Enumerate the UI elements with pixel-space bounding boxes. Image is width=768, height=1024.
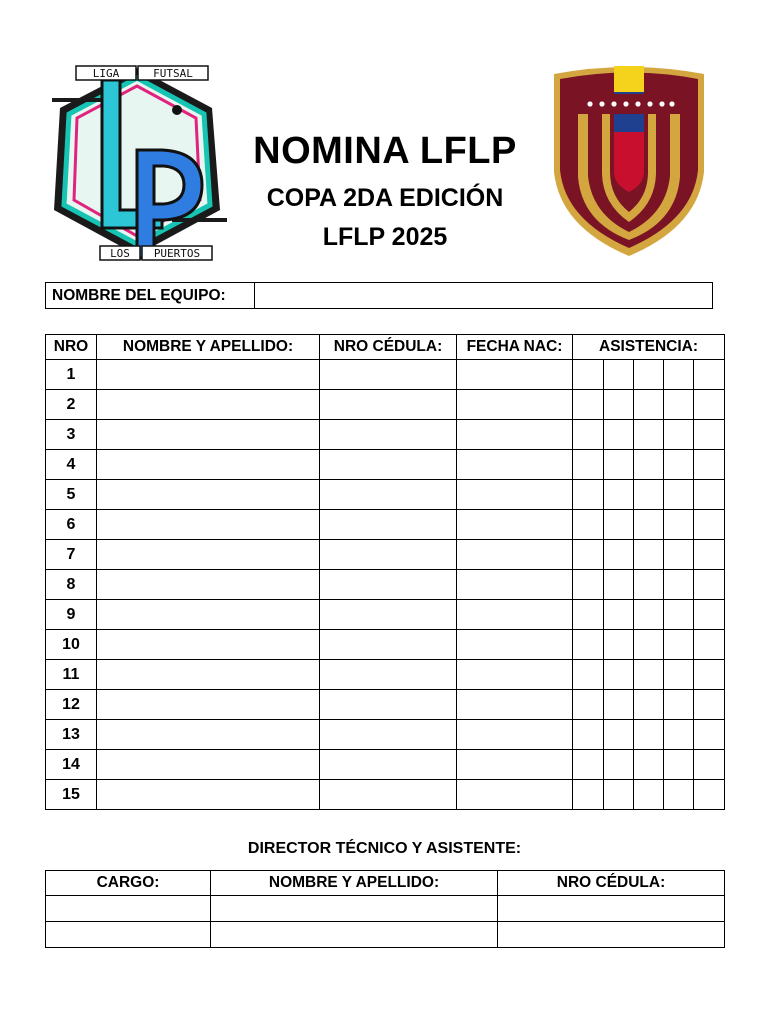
attendance-cell[interactable] <box>694 570 725 600</box>
attendance-cell[interactable] <box>694 720 725 750</box>
attendance-cell[interactable] <box>604 720 634 750</box>
attendance-cell[interactable] <box>694 540 725 570</box>
attendance-cell[interactable] <box>604 360 634 390</box>
attendance-cell[interactable] <box>604 690 634 720</box>
attendance-cell[interactable] <box>604 780 634 810</box>
player-dob-cell[interactable] <box>457 480 573 510</box>
player-dob-cell[interactable] <box>457 360 573 390</box>
attendance-cell[interactable] <box>664 600 694 630</box>
page-subtitle: COPA 2DA EDICIÓN <box>266 184 504 212</box>
attendance-cell[interactable] <box>634 510 664 540</box>
attendance-cell[interactable] <box>573 360 604 390</box>
team-name-field[interactable] <box>255 283 713 309</box>
player-dob-cell[interactable] <box>457 390 573 420</box>
attendance-cell[interactable] <box>604 510 634 540</box>
staff-table <box>45 870 725 948</box>
attendance-cell[interactable] <box>634 690 664 720</box>
roster-row <box>46 450 725 480</box>
player-id-cell[interactable] <box>320 720 457 750</box>
player-dob-cell[interactable] <box>457 420 573 450</box>
player-name-cell[interactable] <box>97 510 320 540</box>
row-number: 10 <box>46 630 97 660</box>
player-name-cell[interactable] <box>97 480 320 510</box>
attendance-cell[interactable] <box>573 780 604 810</box>
attendance-cell[interactable] <box>694 690 725 720</box>
player-id-cell[interactable] <box>320 420 457 450</box>
attendance-cell[interactable] <box>634 480 664 510</box>
logo-text-liga: LIGA <box>92 67 120 80</box>
player-id-cell[interactable] <box>320 540 457 570</box>
player-dob-cell[interactable] <box>457 720 573 750</box>
attendance-cell[interactable] <box>604 600 634 630</box>
attendance-cell[interactable] <box>634 780 664 810</box>
attendance-cell[interactable] <box>634 360 664 390</box>
attendance-cell[interactable] <box>664 420 694 450</box>
attendance-cell[interactable] <box>604 480 634 510</box>
player-name-cell[interactable] <box>97 390 320 420</box>
roster-row <box>46 420 725 450</box>
row-number: 15 <box>46 780 97 810</box>
attendance-cell[interactable] <box>634 750 664 780</box>
col-name-header: NOMBRE Y APELLIDO: <box>97 335 320 360</box>
player-name-cell[interactable] <box>97 540 320 570</box>
player-name-cell[interactable] <box>97 780 320 810</box>
page-title: NOMINA LFLP <box>253 130 517 172</box>
roster-row <box>46 720 725 750</box>
player-dob-cell[interactable] <box>457 750 573 780</box>
attendance-cell[interactable] <box>573 390 604 420</box>
staff-name-cell[interactable] <box>211 922 498 948</box>
staff-id-header: NRO CÉDULA: <box>498 871 725 896</box>
attendance-cell[interactable] <box>573 570 604 600</box>
attendance-cell[interactable] <box>664 780 694 810</box>
staff-id-cell[interactable] <box>498 922 725 948</box>
player-name-cell[interactable] <box>97 630 320 660</box>
attendance-cell[interactable] <box>604 390 634 420</box>
roster-row <box>46 510 725 540</box>
attendance-cell[interactable] <box>634 600 664 630</box>
attendance-cell[interactable] <box>694 480 725 510</box>
roster-row <box>46 480 725 510</box>
player-dob-cell[interactable] <box>457 570 573 600</box>
player-dob-cell[interactable] <box>457 630 573 660</box>
player-id-cell[interactable] <box>320 450 457 480</box>
player-id-cell[interactable] <box>320 630 457 660</box>
attendance-cell[interactable] <box>664 390 694 420</box>
attendance-cell[interactable] <box>573 510 604 540</box>
player-id-cell[interactable] <box>320 390 457 420</box>
player-dob-cell[interactable] <box>457 510 573 540</box>
attendance-cell[interactable] <box>573 750 604 780</box>
attendance-cell[interactable] <box>634 720 664 750</box>
player-dob-cell[interactable] <box>457 450 573 480</box>
staff-row <box>46 896 725 922</box>
row-number: 2 <box>46 390 97 420</box>
player-name-cell[interactable] <box>97 720 320 750</box>
player-name-cell[interactable] <box>97 360 320 390</box>
team-name-label: NOMBRE DEL EQUIPO: <box>46 283 255 309</box>
attendance-cell[interactable] <box>634 420 664 450</box>
attendance-cell[interactable] <box>664 720 694 750</box>
roster-header-row <box>46 335 725 360</box>
staff-id-cell[interactable] <box>498 896 725 922</box>
attendance-cell[interactable] <box>604 540 634 570</box>
attendance-cell[interactable] <box>573 540 604 570</box>
row-number: 14 <box>46 750 97 780</box>
roster-row <box>46 690 725 720</box>
staff-role-header: CARGO: <box>46 871 211 896</box>
row-number: 12 <box>46 690 97 720</box>
attendance-cell[interactable] <box>664 450 694 480</box>
attendance-cell[interactable] <box>694 510 725 540</box>
attendance-cell[interactable] <box>604 420 634 450</box>
row-number: 11 <box>46 660 97 690</box>
attendance-cell[interactable] <box>664 630 694 660</box>
staff-role-cell[interactable] <box>46 896 211 922</box>
row-number: 6 <box>46 510 97 540</box>
attendance-cell[interactable] <box>634 540 664 570</box>
player-id-cell[interactable] <box>320 690 457 720</box>
attendance-cell[interactable] <box>604 570 634 600</box>
player-id-cell[interactable] <box>320 780 457 810</box>
attendance-cell[interactable] <box>694 630 725 660</box>
attendance-cell[interactable] <box>694 780 725 810</box>
roster-row <box>46 750 725 780</box>
row-number: 1 <box>46 360 97 390</box>
staff-role-cell[interactable] <box>46 922 211 948</box>
attendance-cell[interactable] <box>604 630 634 660</box>
col-id-header: NRO CÉDULA: <box>320 335 457 360</box>
player-id-cell[interactable] <box>320 660 457 690</box>
player-name-cell[interactable] <box>97 750 320 780</box>
logo-text-puertos: PUERTOS <box>153 247 201 260</box>
attendance-cell[interactable] <box>634 660 664 690</box>
staff-name-cell[interactable] <box>211 896 498 922</box>
player-id-cell[interactable] <box>320 360 457 390</box>
player-name-cell[interactable] <box>97 600 320 630</box>
attendance-cell[interactable] <box>664 480 694 510</box>
row-number: 5 <box>46 480 97 510</box>
row-number: 8 <box>46 570 97 600</box>
team-name-table <box>45 282 713 309</box>
player-id-cell[interactable] <box>320 510 457 540</box>
attendance-cell[interactable] <box>604 750 634 780</box>
attendance-cell[interactable] <box>694 450 725 480</box>
player-id-cell[interactable] <box>320 750 457 780</box>
roster-row <box>46 660 725 690</box>
staff-row <box>46 922 725 948</box>
player-name-cell[interactable] <box>97 450 320 480</box>
attendance-cell[interactable] <box>664 540 694 570</box>
attendance-cell[interactable] <box>604 450 634 480</box>
roster-row <box>46 600 725 630</box>
attendance-cell[interactable] <box>664 510 694 540</box>
league-logo <box>42 60 232 265</box>
roster-row <box>46 630 725 660</box>
attendance-cell[interactable] <box>634 570 664 600</box>
row-number: 3 <box>46 420 97 450</box>
roster-row <box>46 390 725 420</box>
player-id-cell[interactable] <box>320 600 457 630</box>
attendance-cell[interactable] <box>573 600 604 630</box>
attendance-cell[interactable] <box>634 450 664 480</box>
row-number: 4 <box>46 450 97 480</box>
attendance-cell[interactable] <box>634 390 664 420</box>
attendance-cell[interactable] <box>573 480 604 510</box>
attendance-cell[interactable] <box>694 750 725 780</box>
col-attendance-header: ASISTENCIA: <box>573 335 725 360</box>
attendance-cell[interactable] <box>694 390 725 420</box>
attendance-cell[interactable] <box>664 750 694 780</box>
attendance-cell[interactable] <box>664 570 694 600</box>
attendance-cell[interactable] <box>573 690 604 720</box>
attendance-cell[interactable] <box>694 360 725 390</box>
player-dob-cell[interactable] <box>457 660 573 690</box>
roster-table <box>45 334 725 810</box>
player-name-cell[interactable] <box>97 420 320 450</box>
roster-row <box>46 360 725 390</box>
player-name-cell[interactable] <box>97 660 320 690</box>
roster-row <box>46 540 725 570</box>
player-dob-cell[interactable] <box>457 780 573 810</box>
row-number: 13 <box>46 720 97 750</box>
attendance-cell[interactable] <box>664 660 694 690</box>
attendance-cell[interactable] <box>694 660 725 690</box>
logo-text-los: LOS <box>110 247 130 260</box>
player-dob-cell[interactable] <box>457 600 573 630</box>
player-id-cell[interactable] <box>320 480 457 510</box>
staff-heading: DIRECTOR TÉCNICO Y ASISTENTE: <box>247 840 522 857</box>
attendance-cell[interactable] <box>634 630 664 660</box>
player-id-cell[interactable] <box>320 570 457 600</box>
attendance-cell[interactable] <box>573 450 604 480</box>
player-dob-cell[interactable] <box>457 690 573 720</box>
attendance-cell[interactable] <box>694 600 725 630</box>
attendance-cell[interactable] <box>604 660 634 690</box>
logo-text-futsal: FUTSAL <box>153 67 193 80</box>
staff-header-row <box>46 871 725 896</box>
attendance-cell[interactable] <box>573 420 604 450</box>
attendance-cell[interactable] <box>573 720 604 750</box>
attendance-cell[interactable] <box>694 420 725 450</box>
federation-shield-logo <box>548 62 710 260</box>
col-dob-header: FECHA NAC: <box>457 335 573 360</box>
attendance-cell[interactable] <box>573 660 604 690</box>
attendance-cell[interactable] <box>573 630 604 660</box>
roster-row <box>46 570 725 600</box>
roster-row <box>46 780 725 810</box>
player-name-cell[interactable] <box>97 570 320 600</box>
staff-name-header: NOMBRE Y APELLIDO: <box>211 871 498 896</box>
col-nro-header: NRO <box>46 335 97 360</box>
player-name-cell[interactable] <box>97 690 320 720</box>
row-number: 9 <box>46 600 97 630</box>
page-year-line: LFLP 2025 <box>322 223 448 251</box>
row-number: 7 <box>46 540 97 570</box>
player-dob-cell[interactable] <box>457 540 573 570</box>
attendance-cell[interactable] <box>664 360 694 390</box>
attendance-cell[interactable] <box>664 690 694 720</box>
